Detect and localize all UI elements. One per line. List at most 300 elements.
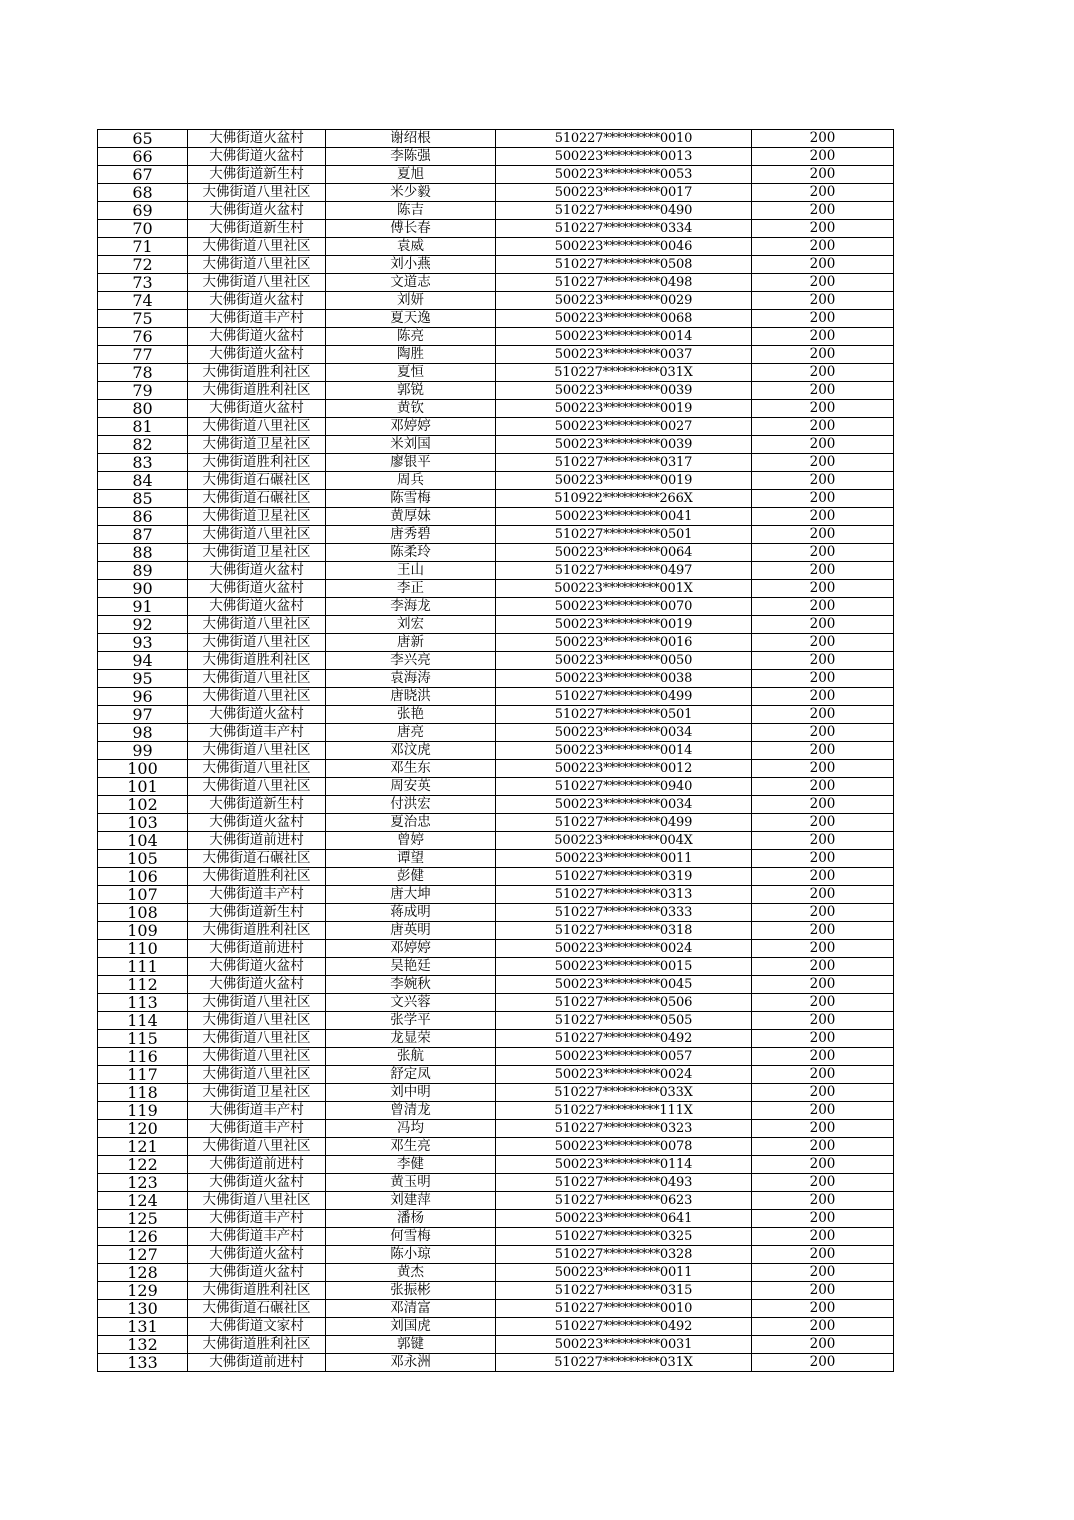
address-cell: 大佛街道石碾社区: [188, 850, 326, 868]
table-row: [98, 418, 894, 436]
id-number-cell: 500223*********0031: [496, 1336, 752, 1354]
amount-cell: 200: [752, 472, 894, 490]
row-number-cell: 69: [98, 202, 188, 220]
amount-cell: 200: [752, 1120, 894, 1138]
row-number-cell: 116: [98, 1048, 188, 1066]
name-cell: 唐亮: [326, 724, 496, 742]
table-row: [98, 508, 894, 526]
id-number-cell: 500223*********0019: [496, 616, 752, 634]
id-number-cell: 510227*********0505: [496, 1012, 752, 1030]
name-cell: 舒定凤: [326, 1066, 496, 1084]
id-number-cell: 500223*********004X: [496, 832, 752, 850]
name-cell: 刘中明: [326, 1084, 496, 1102]
id-number-cell: 500223*********0041: [496, 508, 752, 526]
id-number-cell: 510227*********0623: [496, 1192, 752, 1210]
table-row: [98, 544, 894, 562]
row-number-cell: 129: [98, 1282, 188, 1300]
address-cell: 大佛街道卫星社区: [188, 1084, 326, 1102]
amount-cell: 200: [752, 904, 894, 922]
amount-cell: 200: [752, 310, 894, 328]
address-cell: 大佛街道丰产村: [188, 310, 326, 328]
address-cell: 大佛街道火盆村: [188, 346, 326, 364]
address-cell: 大佛街道丰产村: [188, 1120, 326, 1138]
row-number-cell: 122: [98, 1156, 188, 1174]
address-cell: 大佛街道胜利社区: [188, 652, 326, 670]
id-number-cell: 510227*********0010: [496, 130, 752, 148]
amount-cell: 200: [752, 1174, 894, 1192]
row-number-cell: 74: [98, 292, 188, 310]
table-row: [98, 310, 894, 328]
table-row: [98, 1030, 894, 1048]
name-cell: 陈小琼: [326, 1246, 496, 1264]
id-number-cell: 510227*********0499: [496, 688, 752, 706]
row-number-cell: 114: [98, 1012, 188, 1030]
row-number-cell: 119: [98, 1102, 188, 1120]
row-number-cell: 75: [98, 310, 188, 328]
table-row: [98, 706, 894, 724]
row-number-cell: 120: [98, 1120, 188, 1138]
name-cell: 吴艳廷: [326, 958, 496, 976]
row-number-cell: 91: [98, 598, 188, 616]
table-row: [98, 1246, 894, 1264]
name-cell: 付洪宏: [326, 796, 496, 814]
table-row: [98, 1192, 894, 1210]
name-cell: 陶胜: [326, 346, 496, 364]
row-number-cell: 111: [98, 958, 188, 976]
amount-cell: 200: [752, 1030, 894, 1048]
name-cell: 彭健: [326, 868, 496, 886]
row-number-cell: 100: [98, 760, 188, 778]
address-cell: 大佛街道卫星社区: [188, 436, 326, 454]
table-row: [98, 1156, 894, 1174]
address-cell: 大佛街道火盆村: [188, 976, 326, 994]
name-cell: 李兴亮: [326, 652, 496, 670]
row-number-cell: 127: [98, 1246, 188, 1264]
table-row: [98, 130, 894, 148]
address-cell: 大佛街道八里社区: [188, 778, 326, 796]
row-number-cell: 90: [98, 580, 188, 598]
amount-cell: 200: [752, 166, 894, 184]
address-cell: 大佛街道八里社区: [188, 1012, 326, 1030]
row-number-cell: 85: [98, 490, 188, 508]
amount-cell: 200: [752, 562, 894, 580]
name-cell: 傅长春: [326, 220, 496, 238]
amount-cell: 200: [752, 688, 894, 706]
id-number-cell: 500223*********0046: [496, 238, 752, 256]
id-number-cell: 500223*********0064: [496, 544, 752, 562]
address-cell: 大佛街道八里社区: [188, 526, 326, 544]
name-cell: 周安英: [326, 778, 496, 796]
table-row: [98, 796, 894, 814]
address-cell: 大佛街道丰产村: [188, 1102, 326, 1120]
amount-cell: 200: [752, 724, 894, 742]
row-number-cell: 86: [98, 508, 188, 526]
row-number-cell: 107: [98, 886, 188, 904]
table-row: [98, 400, 894, 418]
name-cell: 邓婷婷: [326, 418, 496, 436]
row-number-cell: 106: [98, 868, 188, 886]
id-number-cell: 510227*********0498: [496, 274, 752, 292]
address-cell: 大佛街道火盆村: [188, 598, 326, 616]
row-number-cell: 132: [98, 1336, 188, 1354]
amount-cell: 200: [752, 274, 894, 292]
table-row: [98, 832, 894, 850]
amount-cell: 200: [752, 202, 894, 220]
address-cell: 大佛街道前进村: [188, 1156, 326, 1174]
row-number-cell: 78: [98, 364, 188, 382]
table-row: [98, 1300, 894, 1318]
name-cell: 何雪梅: [326, 1228, 496, 1246]
amount-cell: 200: [752, 958, 894, 976]
name-cell: 王山: [326, 562, 496, 580]
address-cell: 大佛街道八里社区: [188, 1192, 326, 1210]
table-row: [98, 166, 894, 184]
amount-cell: 200: [752, 1264, 894, 1282]
amount-cell: 200: [752, 1156, 894, 1174]
name-cell: 谢绍根: [326, 130, 496, 148]
id-number-cell: 510227*********0313: [496, 886, 752, 904]
row-number-cell: 68: [98, 184, 188, 202]
id-number-cell: 500223*********0057: [496, 1048, 752, 1066]
id-number-cell: 500223*********0039: [496, 382, 752, 400]
address-cell: 大佛街道火盆村: [188, 706, 326, 724]
id-number-cell: 510227*********0318: [496, 922, 752, 940]
amount-cell: 200: [752, 1066, 894, 1084]
amount-cell: 200: [752, 814, 894, 832]
amount-cell: 200: [752, 1354, 894, 1372]
row-number-cell: 73: [98, 274, 188, 292]
row-number-cell: 82: [98, 436, 188, 454]
amount-cell: 200: [752, 1246, 894, 1264]
address-cell: 大佛街道火盆村: [188, 202, 326, 220]
id-number-cell: 500223*********0017: [496, 184, 752, 202]
address-cell: 大佛街道火盆村: [188, 1246, 326, 1264]
name-cell: 邓永洲: [326, 1354, 496, 1372]
row-number-cell: 121: [98, 1138, 188, 1156]
table-row: [98, 256, 894, 274]
table-row: [98, 1120, 894, 1138]
amount-cell: 200: [752, 1048, 894, 1066]
id-number-cell: 510227*********0506: [496, 994, 752, 1012]
address-cell: 大佛街道前进村: [188, 832, 326, 850]
name-cell: 李陈强: [326, 148, 496, 166]
id-number-cell: 500223*********0019: [496, 472, 752, 490]
table-row: [98, 490, 894, 508]
table-row: [98, 1048, 894, 1066]
amount-cell: 200: [752, 652, 894, 670]
name-cell: 陈吉: [326, 202, 496, 220]
table-row: [98, 202, 894, 220]
address-cell: 大佛街道八里社区: [188, 616, 326, 634]
address-cell: 大佛街道火盆村: [188, 1264, 326, 1282]
id-number-cell: 510227*********0492: [496, 1030, 752, 1048]
amount-cell: 200: [752, 634, 894, 652]
amount-cell: 200: [752, 778, 894, 796]
name-cell: 谭望: [326, 850, 496, 868]
row-number-cell: 66: [98, 148, 188, 166]
amount-cell: 200: [752, 184, 894, 202]
amount-cell: 200: [752, 940, 894, 958]
address-cell: 大佛街道丰产村: [188, 1210, 326, 1228]
id-number-cell: 500223*********0039: [496, 436, 752, 454]
row-number-cell: 97: [98, 706, 188, 724]
address-cell: 大佛街道八里社区: [188, 634, 326, 652]
name-cell: 冯均: [326, 1120, 496, 1138]
name-cell: 郭键: [326, 1336, 496, 1354]
name-cell: 廖银平: [326, 454, 496, 472]
name-cell: 曾婷: [326, 832, 496, 850]
table-row: [98, 1282, 894, 1300]
table-row: [98, 526, 894, 544]
id-number-cell: 500223*********0114: [496, 1156, 752, 1174]
address-cell: 大佛街道胜利社区: [188, 364, 326, 382]
address-cell: 大佛街道火盆村: [188, 814, 326, 832]
id-number-cell: 510227*********0501: [496, 526, 752, 544]
table-row: [98, 274, 894, 292]
address-cell: 大佛街道石碾社区: [188, 472, 326, 490]
name-cell: 夏恒: [326, 364, 496, 382]
name-cell: 张振彬: [326, 1282, 496, 1300]
amount-cell: 200: [752, 148, 894, 166]
address-cell: 大佛街道八里社区: [188, 418, 326, 436]
table-row: [98, 850, 894, 868]
amount-cell: 200: [752, 742, 894, 760]
amount-cell: 200: [752, 976, 894, 994]
address-cell: 大佛街道卫星社区: [188, 544, 326, 562]
table-row: [98, 994, 894, 1012]
address-cell: 大佛街道八里社区: [188, 256, 326, 274]
address-cell: 大佛街道胜利社区: [188, 1336, 326, 1354]
row-number-cell: 80: [98, 400, 188, 418]
address-cell: 大佛街道丰产村: [188, 886, 326, 904]
id-number-cell: 510227*********0940: [496, 778, 752, 796]
address-cell: 大佛街道火盆村: [188, 958, 326, 976]
amount-cell: 200: [752, 346, 894, 364]
table-row: [98, 1318, 894, 1336]
table-row: [98, 742, 894, 760]
address-cell: 大佛街道八里社区: [188, 1138, 326, 1156]
name-cell: 郭锐: [326, 382, 496, 400]
name-cell: 邓清富: [326, 1300, 496, 1318]
name-cell: 邓生亮: [326, 1138, 496, 1156]
id-number-cell: 510227*********0328: [496, 1246, 752, 1264]
table-row: [98, 760, 894, 778]
amount-cell: 200: [752, 1138, 894, 1156]
amount-cell: 200: [752, 1318, 894, 1336]
amount-cell: 200: [752, 796, 894, 814]
row-number-cell: 98: [98, 724, 188, 742]
table-row: [98, 364, 894, 382]
amount-cell: 200: [752, 580, 894, 598]
name-cell: 黄玉明: [326, 1174, 496, 1192]
name-cell: 刘建萍: [326, 1192, 496, 1210]
name-cell: 唐晓洪: [326, 688, 496, 706]
table-row: [98, 328, 894, 346]
name-cell: 唐秀碧: [326, 526, 496, 544]
amount-cell: 200: [752, 1282, 894, 1300]
id-number-cell: 510227*********111X: [496, 1102, 752, 1120]
name-cell: 邓婷婷: [326, 940, 496, 958]
table-row: [98, 1264, 894, 1282]
id-number-cell: 500223*********0037: [496, 346, 752, 364]
row-number-cell: 125: [98, 1210, 188, 1228]
address-cell: 大佛街道火盆村: [188, 1174, 326, 1192]
row-number-cell: 103: [98, 814, 188, 832]
amount-cell: 200: [752, 1300, 894, 1318]
row-number-cell: 101: [98, 778, 188, 796]
row-number-cell: 79: [98, 382, 188, 400]
name-cell: 邓生东: [326, 760, 496, 778]
address-cell: 大佛街道火盆村: [188, 562, 326, 580]
table-row: [98, 346, 894, 364]
name-cell: 张艳: [326, 706, 496, 724]
row-number-cell: 123: [98, 1174, 188, 1192]
table-row: [98, 652, 894, 670]
id-number-cell: 500223*********0034: [496, 796, 752, 814]
name-cell: 米刘国: [326, 436, 496, 454]
address-cell: 大佛街道八里社区: [188, 742, 326, 760]
id-number-cell: 500223*********0015: [496, 958, 752, 976]
id-number-cell: 500223*********0053: [496, 166, 752, 184]
id-number-cell: 500223*********0027: [496, 418, 752, 436]
row-number-cell: 117: [98, 1066, 188, 1084]
id-number-cell: 510227*********033X: [496, 1084, 752, 1102]
row-number-cell: 96: [98, 688, 188, 706]
id-number-cell: 500223*********0014: [496, 328, 752, 346]
row-number-cell: 95: [98, 670, 188, 688]
amount-cell: 200: [752, 1102, 894, 1120]
address-cell: 大佛街道新生村: [188, 904, 326, 922]
id-number-cell: 510227*********031X: [496, 1354, 752, 1372]
table-row: [98, 778, 894, 796]
table-row: [98, 940, 894, 958]
address-cell: 大佛街道火盆村: [188, 580, 326, 598]
id-number-cell: 510227*********0010: [496, 1300, 752, 1318]
row-number-cell: 77: [98, 346, 188, 364]
name-cell: 唐新: [326, 634, 496, 652]
amount-cell: 200: [752, 436, 894, 454]
address-cell: 大佛街道火盆村: [188, 292, 326, 310]
address-cell: 大佛街道文家村: [188, 1318, 326, 1336]
amount-cell: 200: [752, 1336, 894, 1354]
address-cell: 大佛街道八里社区: [188, 238, 326, 256]
amount-cell: 200: [752, 886, 894, 904]
row-number-cell: 65: [98, 130, 188, 148]
table-row: [98, 1336, 894, 1354]
id-number-cell: 500223*********0011: [496, 1264, 752, 1282]
name-cell: 李正: [326, 580, 496, 598]
amount-cell: 200: [752, 256, 894, 274]
address-cell: 大佛街道八里社区: [188, 274, 326, 292]
id-number-cell: 500223*********0070: [496, 598, 752, 616]
name-cell: 张航: [326, 1048, 496, 1066]
id-number-cell: 510227*********0334: [496, 220, 752, 238]
row-number-cell: 71: [98, 238, 188, 256]
table-row: [98, 724, 894, 742]
address-cell: 大佛街道胜利社区: [188, 922, 326, 940]
name-cell: 邓汶虎: [326, 742, 496, 760]
name-cell: 袁海涛: [326, 670, 496, 688]
id-number-cell: 510227*********0323: [496, 1120, 752, 1138]
name-cell: 刘国虎: [326, 1318, 496, 1336]
id-number-cell: 510227*********0490: [496, 202, 752, 220]
row-number-cell: 115: [98, 1030, 188, 1048]
amount-cell: 200: [752, 238, 894, 256]
amount-cell: 200: [752, 526, 894, 544]
id-number-cell: 500223*********0034: [496, 724, 752, 742]
table-row: [98, 148, 894, 166]
amount-cell: 200: [752, 544, 894, 562]
table-row: [98, 436, 894, 454]
name-cell: 唐英明: [326, 922, 496, 940]
address-cell: 大佛街道胜利社区: [188, 1282, 326, 1300]
row-number-cell: 92: [98, 616, 188, 634]
address-cell: 大佛街道火盆村: [188, 400, 326, 418]
address-cell: 大佛街道卫星社区: [188, 508, 326, 526]
name-cell: 刘宏: [326, 616, 496, 634]
name-cell: 袁威: [326, 238, 496, 256]
table-row: [98, 634, 894, 652]
amount-cell: 200: [752, 1210, 894, 1228]
amount-cell: 200: [752, 670, 894, 688]
table-row: [98, 1174, 894, 1192]
table-row: [98, 598, 894, 616]
id-number-cell: 500223*********0068: [496, 310, 752, 328]
row-number-cell: 108: [98, 904, 188, 922]
amount-cell: 200: [752, 994, 894, 1012]
table-row: [98, 1066, 894, 1084]
address-cell: 大佛街道丰产村: [188, 724, 326, 742]
table-row: [98, 1102, 894, 1120]
address-cell: 大佛街道胜利社区: [188, 868, 326, 886]
row-number-cell: 105: [98, 850, 188, 868]
name-cell: 张学平: [326, 1012, 496, 1030]
name-cell: 文兴蓉: [326, 994, 496, 1012]
amount-cell: 200: [752, 454, 894, 472]
name-cell: 陈雪梅: [326, 490, 496, 508]
table-row: [98, 976, 894, 994]
table-row: [98, 1354, 894, 1372]
row-number-cell: 72: [98, 256, 188, 274]
amount-cell: 200: [752, 418, 894, 436]
address-cell: 大佛街道八里社区: [188, 670, 326, 688]
address-cell: 大佛街道八里社区: [188, 760, 326, 778]
id-number-cell: 510922*********266X: [496, 490, 752, 508]
table-row: [98, 238, 894, 256]
table-row: [98, 382, 894, 400]
amount-cell: 200: [752, 706, 894, 724]
id-number-cell: 510227*********0325: [496, 1228, 752, 1246]
row-number-cell: 81: [98, 418, 188, 436]
table-row: [98, 1138, 894, 1156]
address-cell: 大佛街道八里社区: [188, 1030, 326, 1048]
id-number-cell: 500223*********0078: [496, 1138, 752, 1156]
address-cell: 大佛街道胜利社区: [188, 382, 326, 400]
row-number-cell: 112: [98, 976, 188, 994]
row-number-cell: 131: [98, 1318, 188, 1336]
id-number-cell: 510227*********0317: [496, 454, 752, 472]
amount-cell: 200: [752, 760, 894, 778]
address-cell: 大佛街道新生村: [188, 220, 326, 238]
name-cell: 黄钦: [326, 400, 496, 418]
amount-cell: 200: [752, 850, 894, 868]
table-row: [98, 904, 894, 922]
table-row: [98, 454, 894, 472]
amount-cell: 200: [752, 1228, 894, 1246]
name-cell: 周兵: [326, 472, 496, 490]
amount-cell: 200: [752, 508, 894, 526]
table-row: [98, 1084, 894, 1102]
